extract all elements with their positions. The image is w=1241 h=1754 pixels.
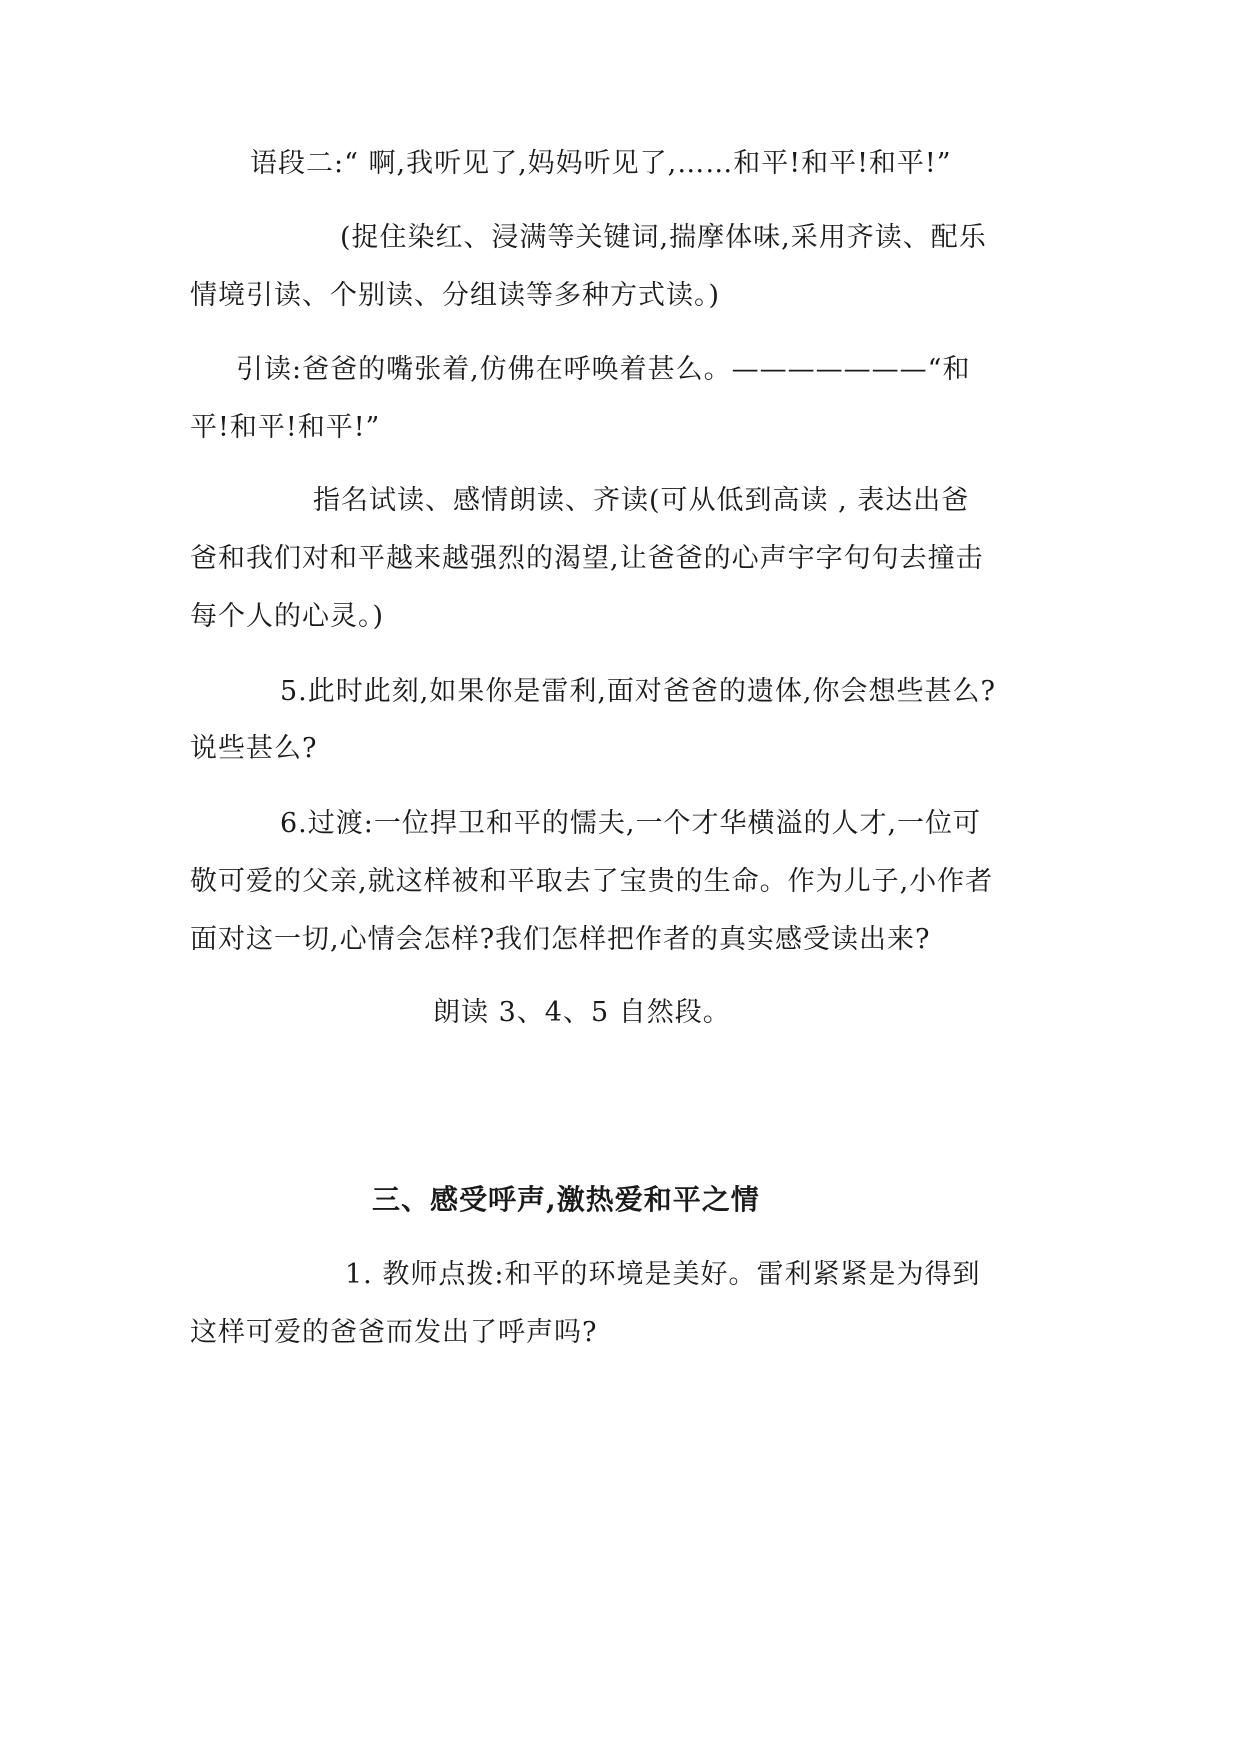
item6-line-2: 敬可爱的父亲,就这样被和平取去了宝贵的生命。作为儿子,小作者 <box>190 866 994 897</box>
note-line-2: 情境引读、个别读、分组读等多种方式读。) <box>190 280 721 311</box>
note-line-1: (捉住染红、浸满等关键词,揣摩体味,采用齐读、配乐 <box>340 222 987 253</box>
section3-item1-line-1: 1. 教师点拨:和平的环境是美好。雷利紧紧是为得到 <box>345 1259 981 1290</box>
item5-line-2: 说些甚么? <box>190 733 318 764</box>
yindu-line-1: 引读:爸爸的嘴张着,仿佛在呼唤着甚么。———————“和 <box>236 354 971 385</box>
langdu-paragraph: 朗读 3、4、5 自然段。 <box>433 997 731 1028</box>
item5-line-1: 5.此时此刻,如果你是雷利,面对爸爸的遗体,你会想些甚么? <box>280 676 996 707</box>
zhiming-line-1: 指名试读、感情朗读、齐读(可从低到高读 , 表达出爸 <box>313 485 970 516</box>
section-3-heading: 三、感受呼声,激热爱和平之情 <box>372 1183 760 1216</box>
item6-line-1: 6.过渡:一位捍卫和平的懦夫,一个才华横溢的人才,一位可 <box>280 808 982 839</box>
section3-item1-line-2: 这样可爱的爸爸而发出了呼声吗? <box>190 1317 598 1348</box>
paragraph-duan2: 语段二:“ 啊,我听见了,妈妈听见了,……和平!和平!和平!” <box>250 148 952 179</box>
zhiming-line-2: 爸和我们对和平越来越强烈的渴望,让爸爸的心声宇字句句去撞击 <box>190 543 984 574</box>
yindu-line-2: 平!和平!和平!” <box>190 412 381 443</box>
zhiming-line-3: 每个人的心灵。) <box>190 601 385 632</box>
item6-line-3: 面对这一切,心情会怎样?我们怎样把作者的真实感受读出来? <box>190 924 931 955</box>
